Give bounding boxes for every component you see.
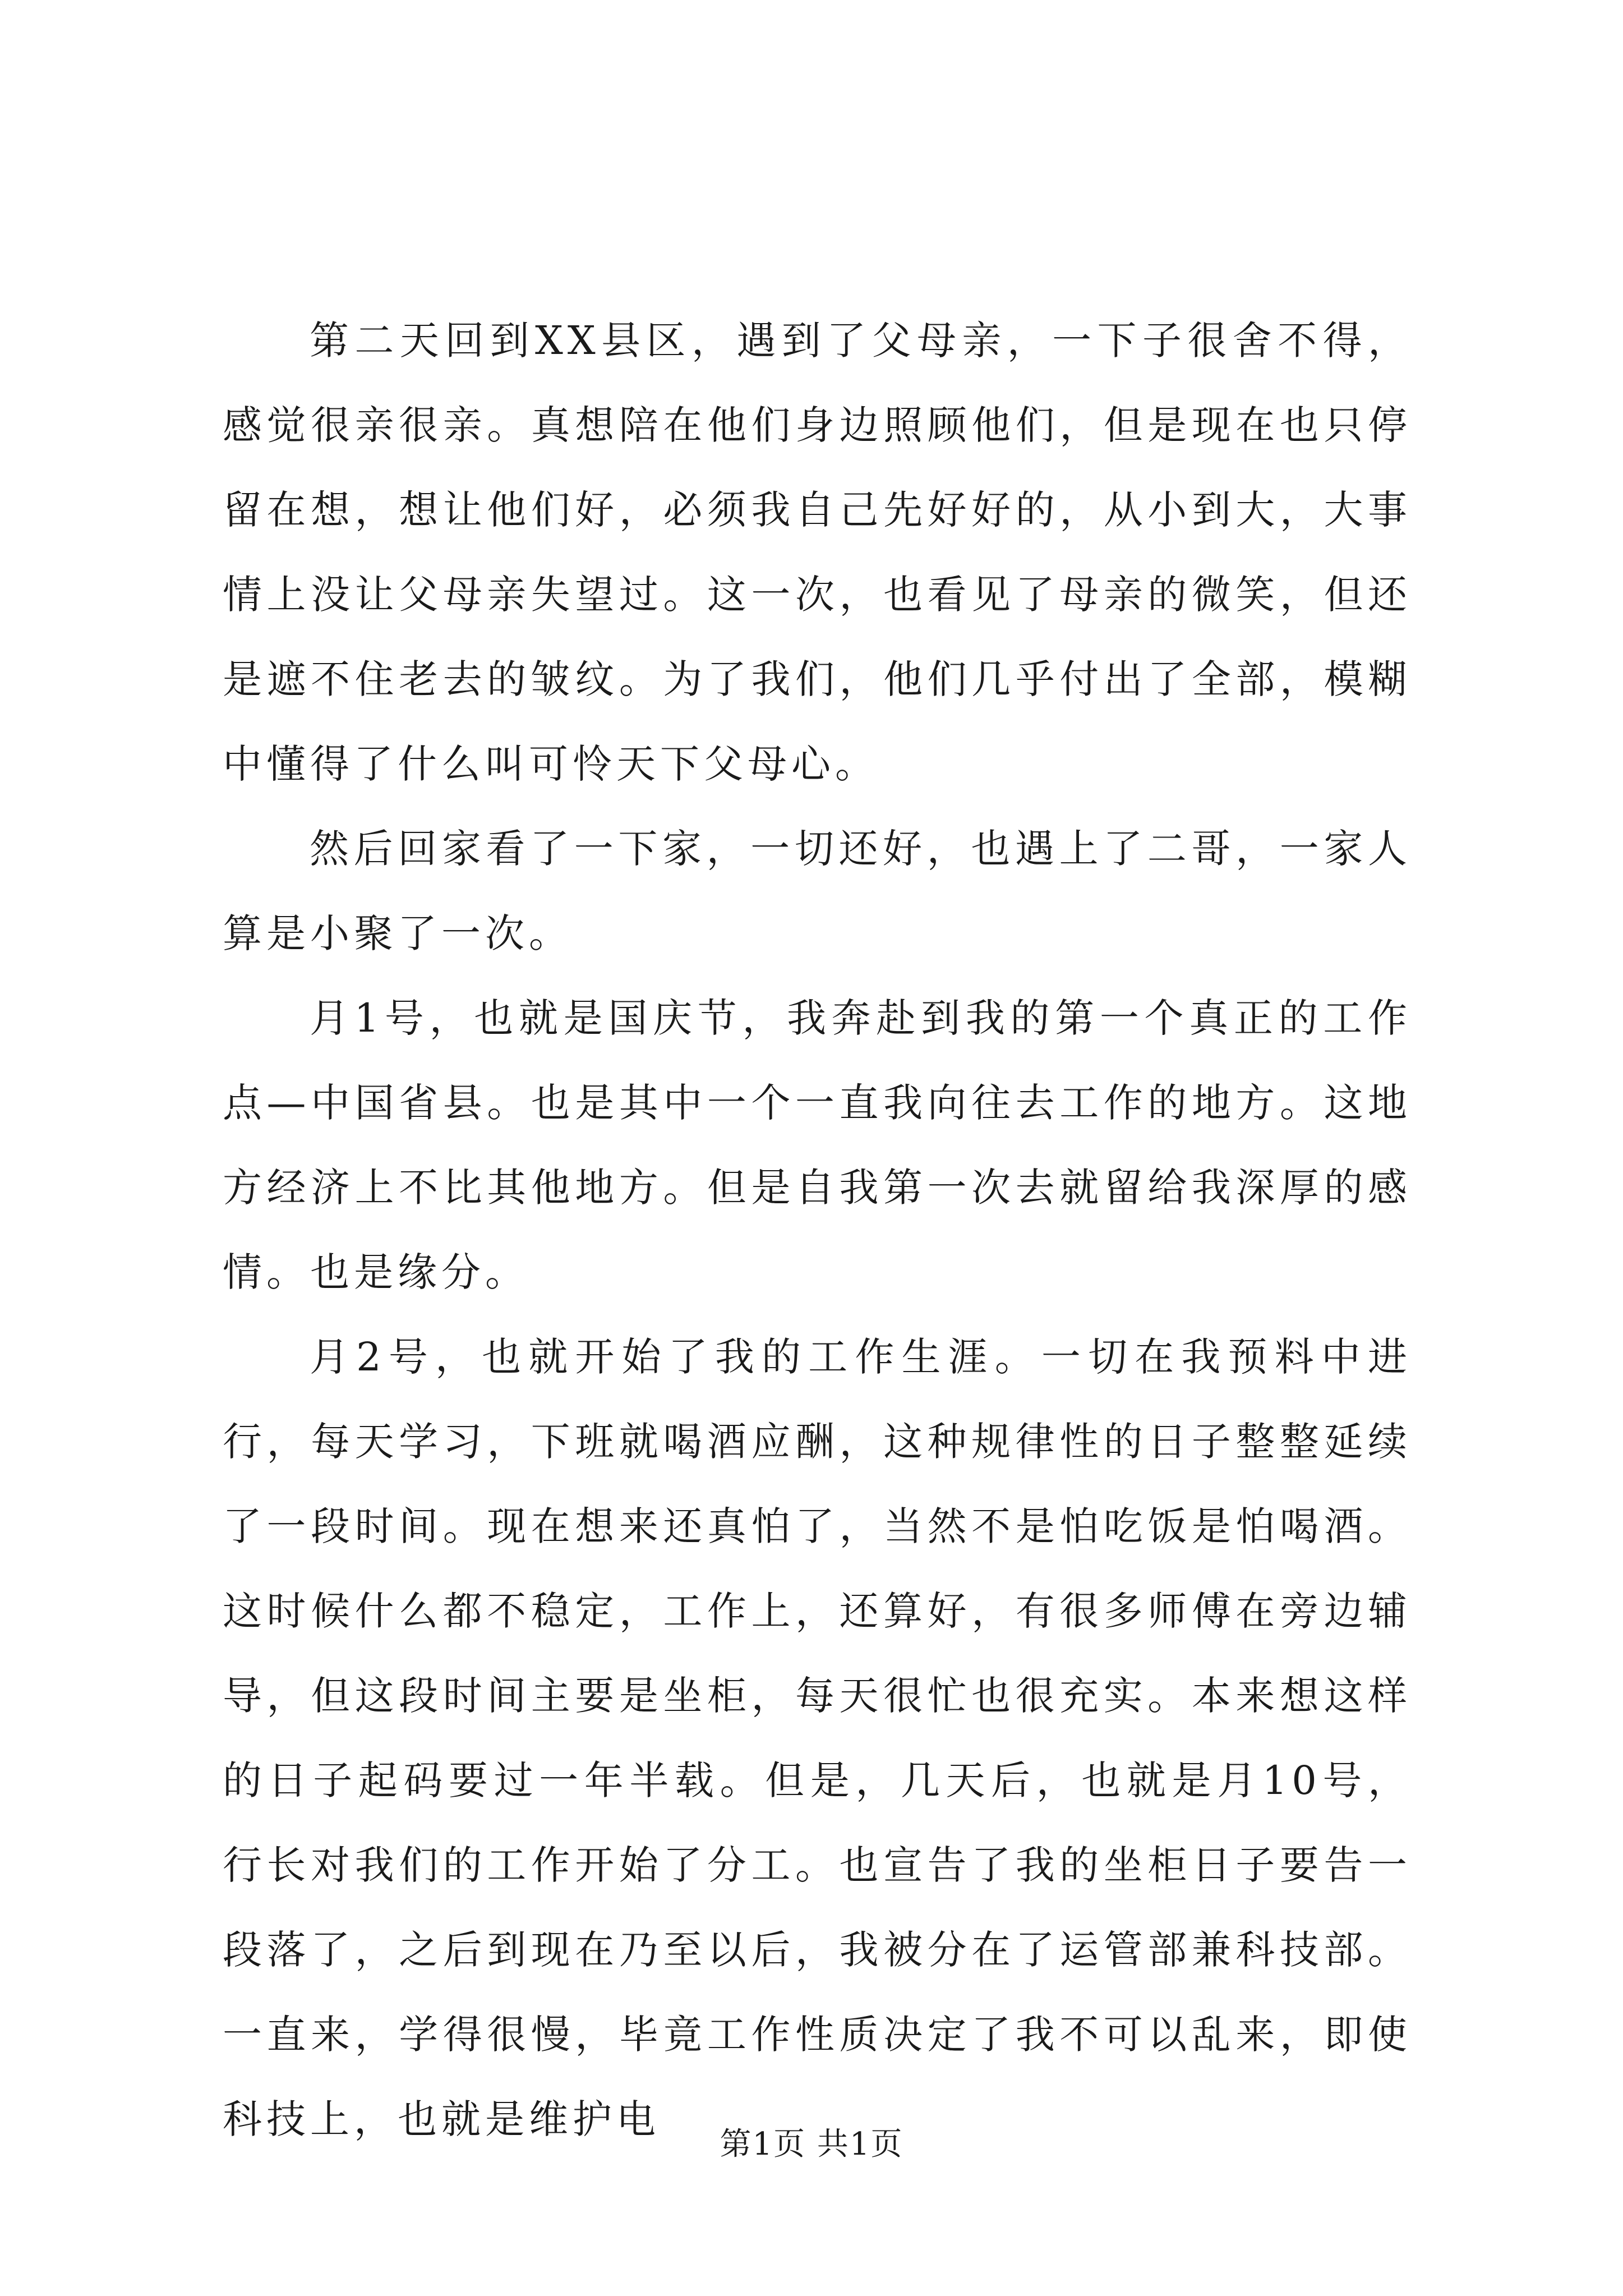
paragraph-2: 然后回家看了一下家，一切还好，也遇上了二哥，一家人算是小聚了一次。 (223, 826, 1412, 956)
paragraph-1: 第二天回到XX县区，遇到了父母亲，一下子很舍不得，感觉很亲很亲。真想陪在他们身边照顾他们，但是现在也只停留在想，想让他们好，必须我自己先好好的，从小到大，大事情上没让父母亲失望过。这一次，也看见了母亲的微笑，但还是遮不住老去的皱纹。为了我们，他们几乎付出了全部，模糊中懂得了什么叫可怜天下父母心。 (223, 318, 1412, 787)
paragraph-4: 月2号，也就开始了我的工作生涯。一切在我预料中进行，每天学习，下班就喝酒应酬，这种规律性的日子整整延续了一段时间。现在想来还真怕了，当然不是怕吃饭是怕喝酒。这时候什么都不稳定，工作上，还算好，有很多师傅在旁边辅导，但这段时间主要是坐柜，每天很忙也很充实。本来想这样的日子起码要过一年半载。但是，几天后，也就是月10号，行长对我们的工作开始了分工。也宣告了我的坐柜日子要告一段落了，之后到现在乃至以后，我被分在了运管部兼科技部。一直来，学得很慢，毕竟工作性质决定了我不可以乱来，即使科技上，也就是维护电 (223, 1334, 1412, 2142)
page-footer: 第1页 共1页 (720, 2126, 903, 2162)
document-body (223, 298, 1412, 2162)
paragraph-3: 月1号，也就是国庆节，我奔赴到我的第一个真正的工作点—中国省县。也是其中一个一直我向往去工作的地方。这地方经济上不比其他地方。但是自我第一次去就留给我深厚的感情。也是缘分。 (223, 995, 1412, 1295)
